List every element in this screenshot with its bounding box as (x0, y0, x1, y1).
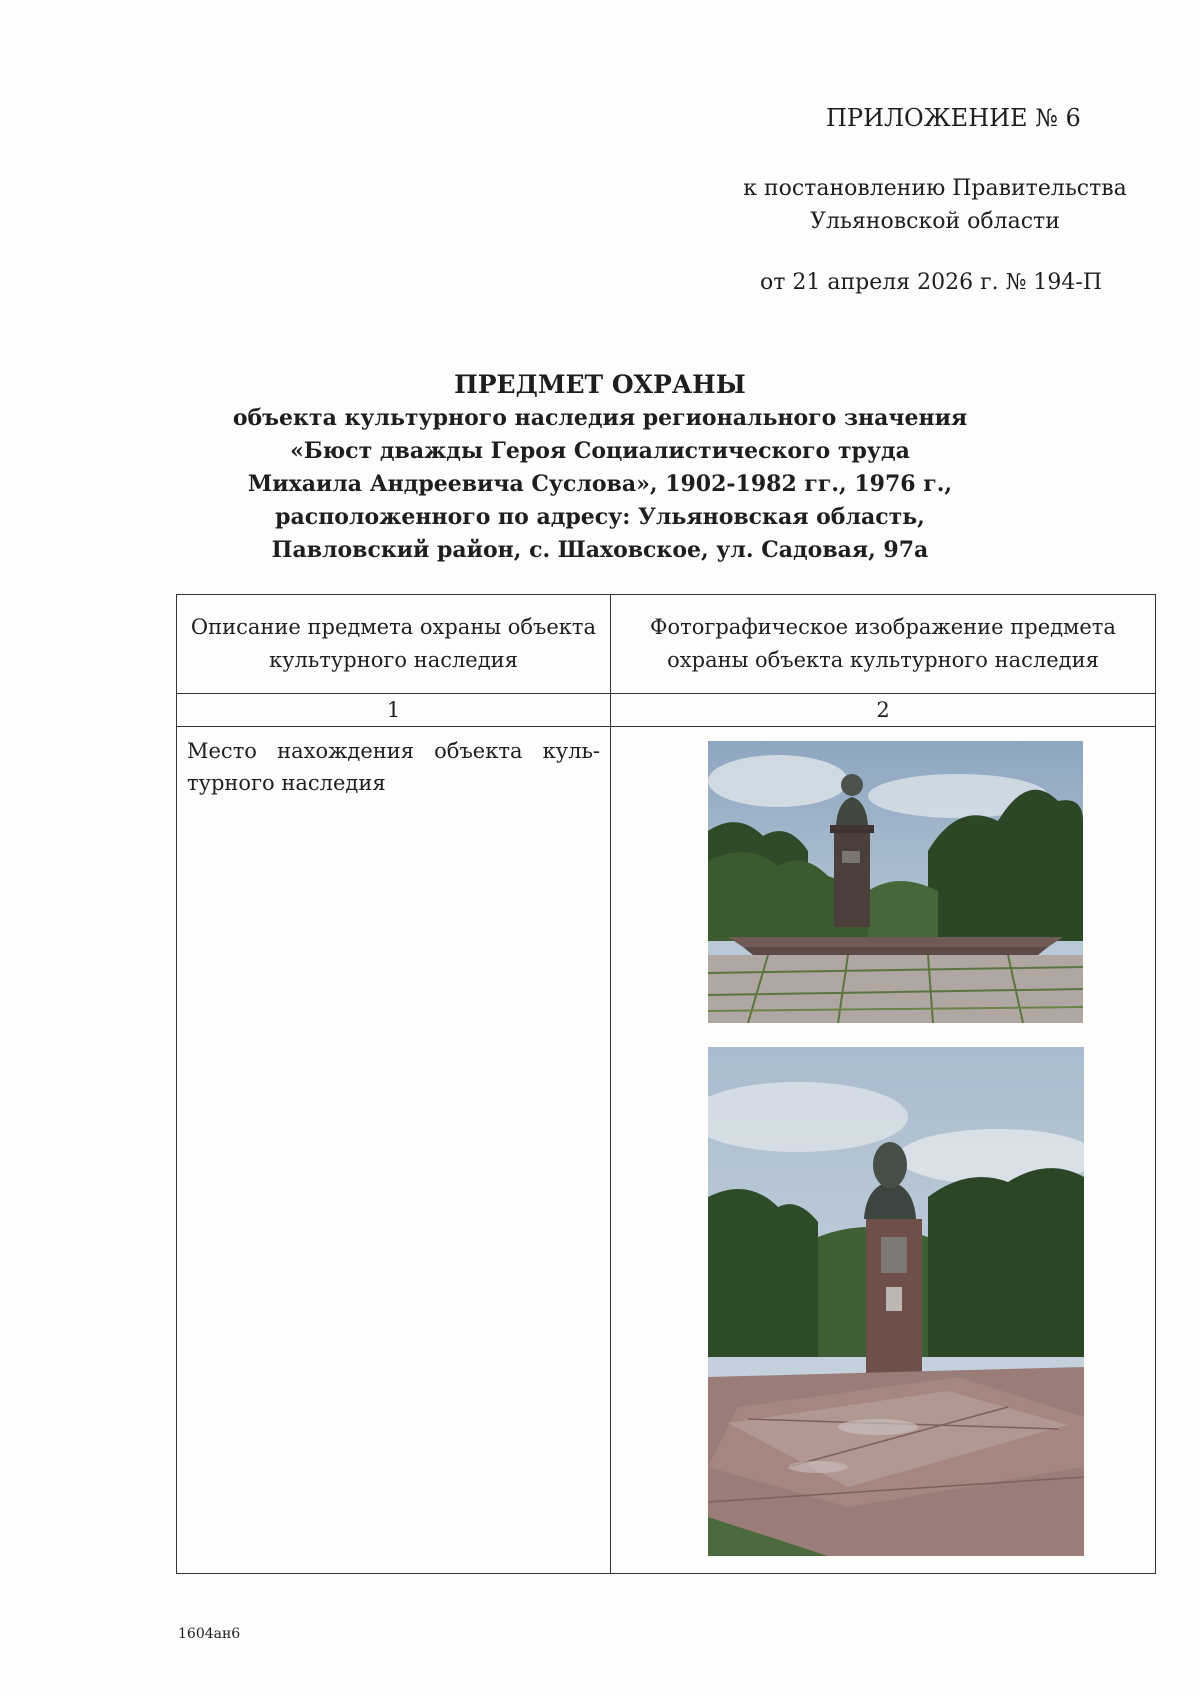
description-cell: Место нахождения объекта куль-турного наследия (177, 727, 611, 1574)
heading-main: ПРЕДМЕТ ОХРАНЫ (454, 370, 746, 399)
heading-line: «Бюст дважды Героя Социалистического труда (290, 438, 910, 464)
heading-line: объекта культурного наследия регионального значения (232, 405, 968, 431)
monument-photo-tall (708, 1047, 1084, 1556)
decree-reference-line-1: к постановлению Правительства (743, 176, 1127, 201)
column-header-photo: Фотографическое изображение предмета охраны объекта культурного наследия (611, 595, 1156, 694)
column-number-1: 1 (177, 694, 611, 727)
photo-cell (611, 727, 1156, 1574)
protection-table (176, 594, 1156, 1574)
heading-line: Михаила Андреевича Суслова», 1902-1982 гг., 1976 г., (247, 471, 953, 497)
column-number-2: 2 (611, 694, 1156, 727)
appendix-label: ПРИЛОЖЕНИЕ № 6 (826, 104, 1081, 132)
decree-date-number: от 21 апреля 2026 г. № 194-П (760, 270, 1103, 295)
decree-reference (720, 172, 1150, 238)
decree-reference-line-2: Ульяновской области (810, 209, 1060, 234)
column-header-description: Описание предмета охраны объекта культурного наследия (177, 595, 611, 694)
heading-line: Павловский район, с. Шаховское, ул. Садовая, 97а (271, 537, 929, 563)
heading-line: расположенного по адресу: Ульяновская область, (275, 504, 925, 530)
monument-photo-wide (708, 741, 1083, 1023)
footer-document-code: 1604ан6 (178, 1626, 241, 1642)
document-heading (160, 368, 1040, 567)
